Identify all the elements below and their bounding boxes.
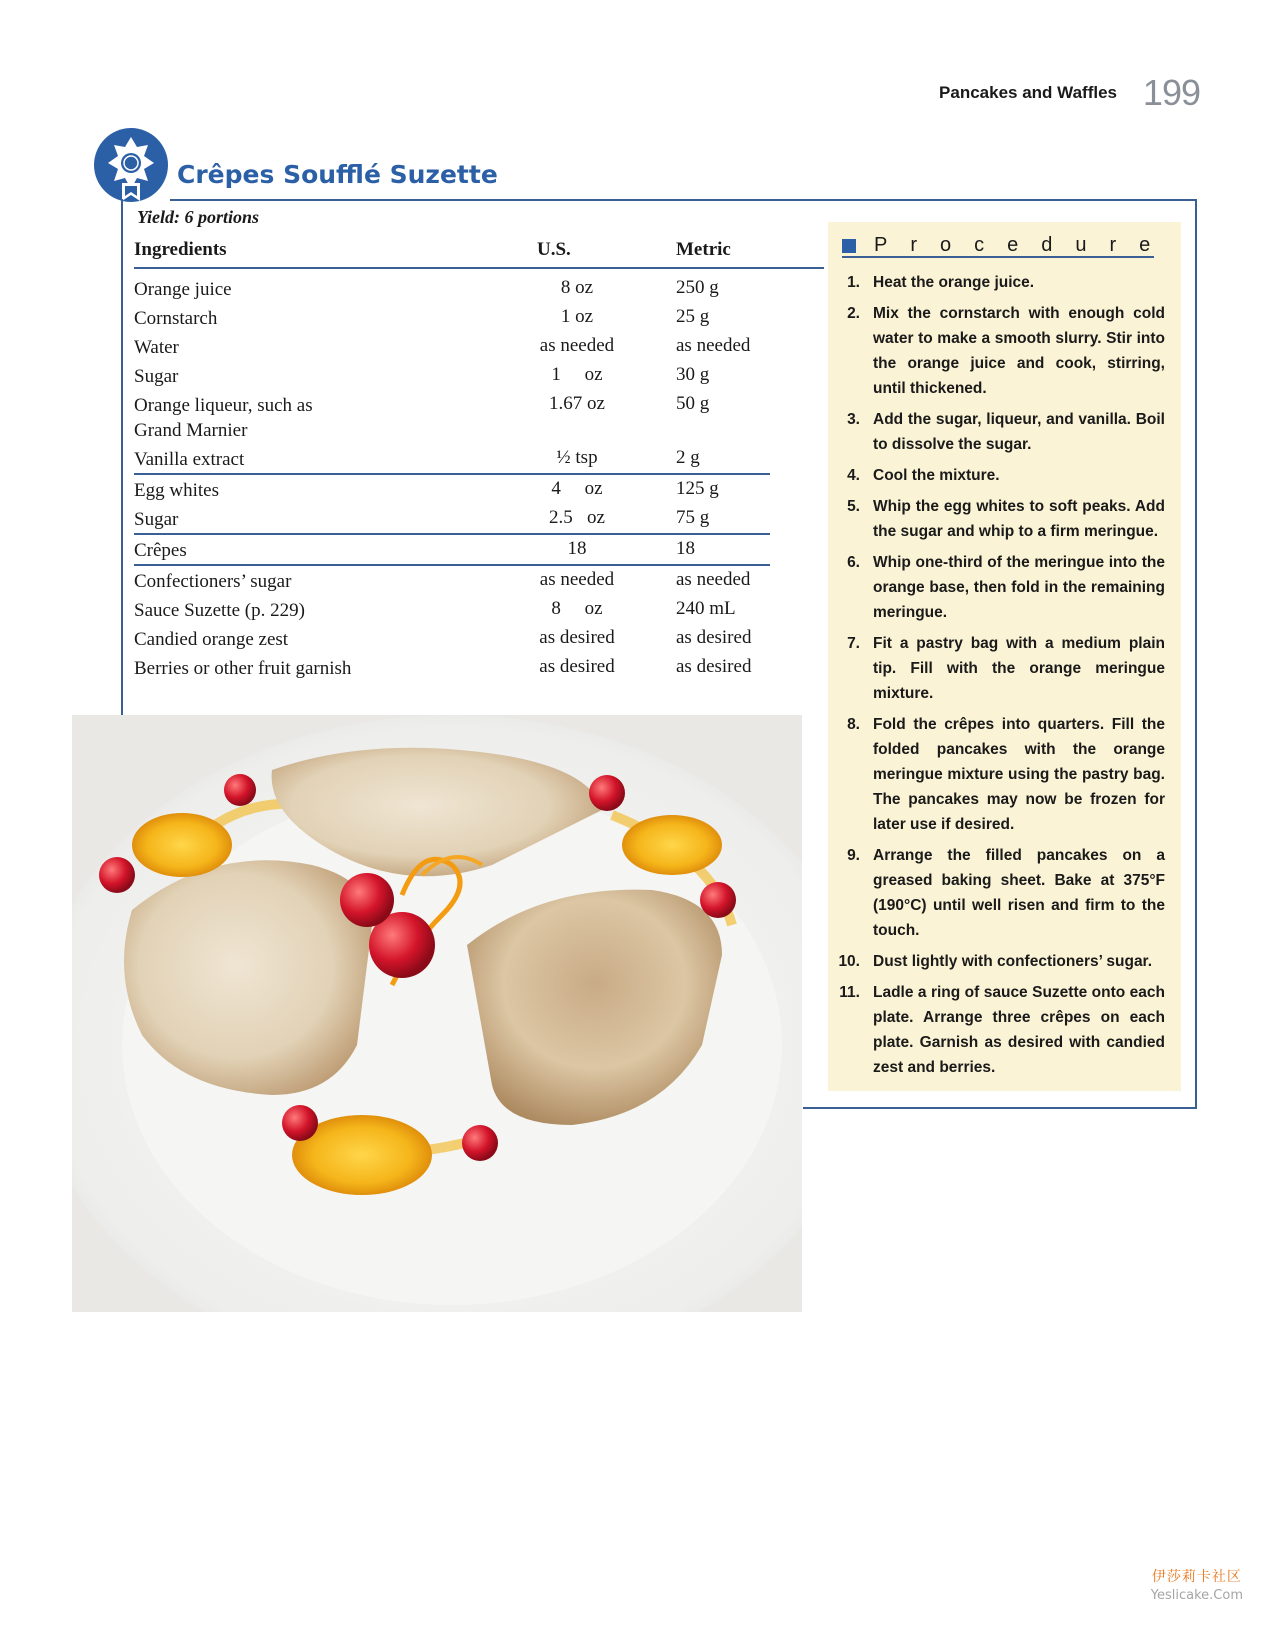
ingredient-us: 2.5 oz	[549, 507, 605, 528]
step-text: Arrange the filled pancakes on a greased baking sheet. Bake at 375°F (190°C) until well risen and firm to the touch.	[873, 847, 1165, 939]
step-number: 11.	[839, 984, 860, 1001]
ingredient-metric: as desired	[676, 656, 752, 677]
procedure-header	[842, 234, 1174, 258]
watermark-cn: 伊莎莉卡社区	[1151, 1569, 1242, 1585]
step-number: 1.	[847, 274, 860, 291]
ingredient-metric: 18	[676, 538, 695, 559]
step-number: 4.	[847, 467, 860, 484]
step-text: Whip one-third of the meringue into the orange base, then fold in the remaining meringue.	[873, 554, 1165, 621]
ingredient-metric: 240 mL	[676, 598, 736, 619]
procedure-square-icon	[842, 239, 856, 253]
header-ingredients: Ingredients	[134, 239, 227, 260]
step-text: Whip the egg whites to soft peaks. Add the sugar and whip to a firm meringue.	[873, 498, 1165, 540]
ingredient-metric: 25 g	[676, 306, 710, 327]
ingredient-row	[134, 566, 770, 595]
ingredient-row	[134, 332, 770, 361]
ingredients-header	[134, 233, 824, 269]
step-number: 9.	[847, 847, 860, 864]
ingredient-us: as desired	[539, 656, 615, 677]
ingredient-us: 8 oz	[551, 598, 603, 619]
step-text: Fold the crêpes into quarters. Fill the folded pancakes with the orange meringue mixture using the pastry bag. The pancakes may now be frozen for later use if desired.	[873, 716, 1165, 833]
ingredient-metric: as needed	[676, 335, 751, 356]
ingredient-metric: 50 g	[676, 393, 710, 414]
ingredient-row	[134, 361, 770, 390]
ingredient-us: 8 oz	[560, 277, 594, 298]
watermark-en: Yeslicake.Com	[1150, 1588, 1243, 1603]
ingredient-row	[134, 274, 770, 303]
ingredient-name: Orange liqueur, such as Grand Marnier	[134, 395, 313, 441]
ingredient-name: Cornstarch	[134, 308, 218, 329]
dish-photo	[72, 715, 802, 1312]
procedure-step	[828, 494, 1181, 544]
frame-bottom-rule	[803, 1107, 1197, 1109]
ingredients-table	[134, 233, 824, 682]
ingredient-name: Sauce Suzette (p. 229)	[134, 600, 305, 621]
step-number: 8.	[847, 716, 860, 733]
ingredient-row	[134, 535, 770, 564]
ingredient-metric: 75 g	[676, 507, 710, 528]
step-text: Heat the orange juice.	[873, 274, 1035, 291]
procedure-step	[828, 712, 1181, 837]
procedure-step	[828, 843, 1181, 943]
ingredient-us: as needed	[539, 335, 615, 356]
ingredient-us: 1.67 oz	[549, 393, 605, 414]
ingredient-group-garnish	[134, 564, 770, 682]
step-text: Cool the mixture.	[873, 467, 1000, 484]
ingredient-us: 18	[567, 538, 587, 559]
ingredient-row	[134, 504, 770, 533]
procedure-step	[828, 980, 1181, 1080]
step-number: 5.	[847, 498, 860, 515]
ingredient-name: Candied orange zest	[134, 629, 289, 650]
ingredient-us: as needed	[539, 569, 615, 590]
procedure-box	[828, 222, 1181, 1091]
ingredient-us: 1 oz	[551, 364, 603, 385]
ingredient-us: as desired	[539, 627, 615, 648]
step-text: Dust lightly with confectioners’ sugar.	[873, 953, 1153, 970]
ingredient-name: Sugar	[134, 509, 179, 530]
section-name: Pancakes and Waffles	[939, 83, 1117, 102]
step-number: 6.	[847, 554, 860, 571]
header-metric: Metric	[676, 239, 731, 260]
ingredient-us: 4 oz	[551, 478, 603, 499]
ingredient-metric: as needed	[676, 569, 751, 590]
step-text: Add the sugar, liqueur, and vanilla. Boil to dissolve the sugar.	[873, 411, 1165, 453]
site-watermark	[1151, 1566, 1243, 1603]
procedure-step	[828, 270, 1181, 295]
frame-top-rule	[170, 199, 1197, 201]
ingredient-row	[134, 653, 770, 682]
ingredient-group-sauce-base	[134, 269, 770, 473]
step-number: 7.	[847, 635, 860, 652]
recipe-yield: Yield: 6 portions	[137, 207, 260, 227]
ingredient-metric: 30 g	[676, 364, 710, 385]
frame-left-rule	[121, 199, 123, 715]
procedure-step	[828, 949, 1181, 974]
step-number: 10.	[838, 953, 860, 970]
ingredient-metric: 2 g	[676, 447, 700, 468]
ingredient-name: Vanilla extract	[134, 449, 245, 470]
ingredient-group-crepes	[134, 533, 770, 564]
step-text: Fit a pastry bag with a medium plain tip. Fill with the orange meringue mixture.	[873, 635, 1165, 702]
ingredient-group-meringue	[134, 473, 770, 533]
ingredient-name: Egg whites	[134, 480, 219, 501]
recipe-title: Crêpes Soufflé Suzette	[177, 160, 498, 189]
ingredient-us: 1 oz	[560, 306, 594, 327]
header-us: U.S.	[537, 239, 571, 260]
ingredient-name: Orange juice	[134, 279, 232, 300]
ingredient-name: Berries or other fruit garnish	[134, 658, 352, 679]
ingredient-row	[134, 475, 770, 504]
school-emblem-icon	[92, 127, 170, 205]
procedure-step	[828, 463, 1181, 488]
ingredient-metric: 125 g	[676, 478, 719, 499]
ingredient-row	[134, 595, 770, 624]
ingredient-metric: as desired	[676, 627, 752, 648]
step-text: Ladle a ring of sauce Suzette onto each plate. Arrange three crêpes on each plate. Garnish as desired with candied zest and berries.	[873, 984, 1165, 1076]
ingredient-name: Crêpes	[134, 540, 187, 561]
procedure-step	[828, 550, 1181, 625]
procedure-step	[828, 301, 1181, 401]
ingredient-name: Sugar	[134, 366, 179, 387]
step-number: 3.	[847, 411, 860, 428]
step-text: Mix the cornstarch with enough cold water to make a smooth slurry. Stir into the orange juice and cook, stirring, until thickened.	[873, 305, 1165, 397]
running-header	[700, 72, 1200, 118]
frame-right-rule	[1195, 199, 1197, 1109]
procedure-step	[828, 407, 1181, 457]
ingredient-name: Water	[134, 337, 179, 358]
ingredient-row	[134, 303, 770, 332]
procedure-title: Procedure	[874, 234, 1174, 256]
step-number: 2.	[847, 305, 860, 322]
ingredient-row	[134, 444, 770, 473]
procedure-step	[828, 631, 1181, 706]
ingredient-us: ½ tsp	[556, 447, 598, 468]
page-number: 199	[1142, 72, 1200, 113]
ingredient-name: Confectioners’ sugar	[134, 571, 292, 592]
ingredient-metric: 250 g	[676, 277, 719, 298]
ingredient-row	[134, 390, 770, 444]
procedure-steps	[828, 270, 1181, 1086]
ingredient-row	[134, 624, 770, 653]
